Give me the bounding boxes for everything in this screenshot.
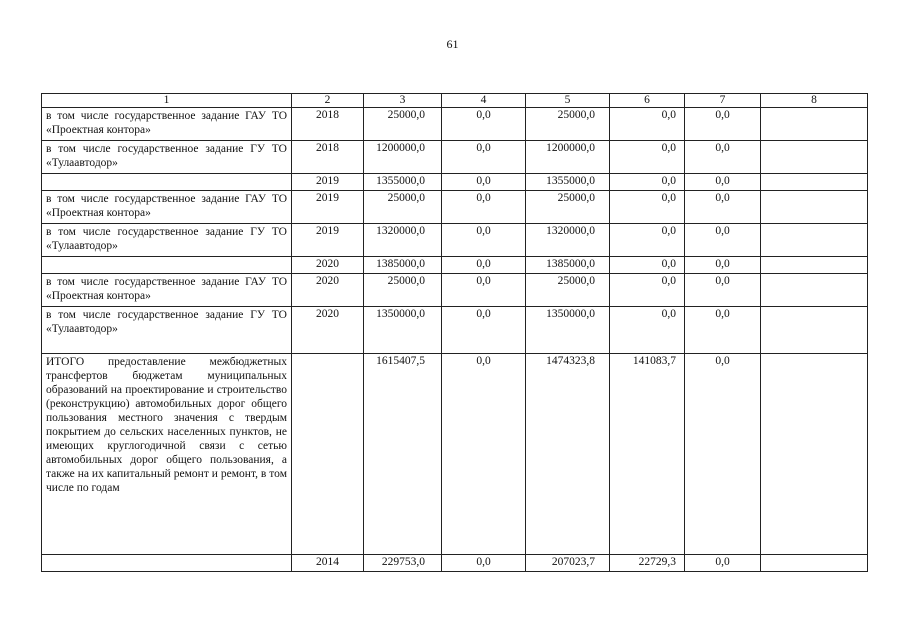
row-description [42, 174, 292, 191]
row-col3: 25000,0 [364, 108, 442, 141]
table-row [42, 224, 868, 257]
row-year: 2020 [292, 307, 364, 354]
table-row [42, 274, 868, 307]
row-col4: 0,0 [442, 257, 526, 274]
row-col5: 1320000,0 [526, 224, 610, 257]
row-col3: 1320000,0 [364, 224, 442, 257]
row-col4: 0,0 [442, 108, 526, 141]
header-cell: 4 [442, 94, 526, 108]
row-col7: 0,0 [685, 354, 761, 555]
row-col7: 0,0 [685, 307, 761, 354]
row-year: 2019 [292, 191, 364, 224]
row-description: ИТОГО предоставление межбюджетных трансфертов бюджетам муниципальных образований на проектирование и строительство (реконструкцию) автомобильных дорог общего пользования местного значения с твердым покрытием до сельских населенных пунктов, не имеющих круглогодичной связи с сетью автомобильных дорог общего пользования, а также на их капитальный ремонт и ремонт, в том числе по годам [42, 354, 292, 555]
row-year: 2018 [292, 108, 364, 141]
row-col8 [761, 257, 868, 274]
row-year [292, 354, 364, 555]
row-year: 2018 [292, 141, 364, 174]
header-cell: 7 [685, 94, 761, 108]
row-description: в том числе государственное задание ГАУ ТО «Проектная контора» [42, 274, 292, 307]
row-col4: 0,0 [442, 354, 526, 555]
row-description: в том числе государственное задание ГАУ ТО «Проектная контора» [42, 191, 292, 224]
row-col3: 229753,0 [364, 555, 442, 572]
table-header-row [42, 94, 868, 108]
row-col8 [761, 354, 868, 555]
row-col7: 0,0 [685, 224, 761, 257]
row-col5: 1200000,0 [526, 141, 610, 174]
row-col6: 0,0 [610, 257, 685, 274]
row-col7: 0,0 [685, 174, 761, 191]
row-col6: 0,0 [610, 224, 685, 257]
table-row [42, 354, 868, 555]
row-col3: 1615407,5 [364, 354, 442, 555]
row-col8 [761, 108, 868, 141]
table-row [42, 174, 868, 191]
table-row [42, 141, 868, 174]
row-year: 2014 [292, 555, 364, 572]
header-cell: 8 [761, 94, 868, 108]
row-col7: 0,0 [685, 257, 761, 274]
page-number: 61 [446, 37, 459, 51]
row-col8 [761, 174, 868, 191]
row-col8 [761, 141, 868, 174]
row-col8 [761, 307, 868, 354]
row-col3: 1385000,0 [364, 257, 442, 274]
header-cell: 1 [42, 94, 292, 108]
table-row [42, 555, 868, 572]
row-col3: 1350000,0 [364, 307, 442, 354]
table-row [42, 307, 868, 354]
row-col6: 0,0 [610, 141, 685, 174]
table-row [42, 257, 868, 274]
table-body [42, 94, 868, 572]
row-col7: 0,0 [685, 108, 761, 141]
row-description [42, 555, 292, 572]
row-description: в том числе государственное задание ГУ ТО «Тулаавтодор» [42, 224, 292, 257]
row-description: в том числе государственное задание ГУ ТО «Тулаавтодор» [42, 141, 292, 174]
row-col7: 0,0 [685, 141, 761, 174]
row-col8 [761, 555, 868, 572]
row-col5: 207023,7 [526, 555, 610, 572]
row-col5: 1385000,0 [526, 257, 610, 274]
header-cell: 3 [364, 94, 442, 108]
row-col8 [761, 191, 868, 224]
row-col7: 0,0 [685, 555, 761, 572]
row-col4: 0,0 [442, 224, 526, 257]
row-col4: 0,0 [442, 307, 526, 354]
header-cell: 2 [292, 94, 364, 108]
row-col7: 0,0 [685, 274, 761, 307]
row-col8 [761, 274, 868, 307]
table-row [42, 191, 868, 224]
row-description: в том числе государственное задание ГАУ ТО «Проектная контора» [42, 108, 292, 141]
row-col6: 0,0 [610, 274, 685, 307]
row-col5: 1474323,8 [526, 354, 610, 555]
row-col5: 1350000,0 [526, 307, 610, 354]
row-col5: 25000,0 [526, 191, 610, 224]
row-col6: 0,0 [610, 191, 685, 224]
table-row [42, 108, 868, 141]
row-col3: 1355000,0 [364, 174, 442, 191]
header-cell: 6 [610, 94, 685, 108]
row-col8 [761, 224, 868, 257]
row-col3: 1200000,0 [364, 141, 442, 174]
row-year: 2019 [292, 224, 364, 257]
row-year: 2020 [292, 274, 364, 307]
row-description: в том числе государственное задание ГУ ТО «Тулаавтодор» [42, 307, 292, 354]
row-col6: 0,0 [610, 108, 685, 141]
row-col4: 0,0 [442, 274, 526, 307]
row-col4: 0,0 [442, 141, 526, 174]
row-col6: 0,0 [610, 307, 685, 354]
row-col3: 25000,0 [364, 191, 442, 224]
row-col5: 25000,0 [526, 108, 610, 141]
row-col6: 0,0 [610, 174, 685, 191]
header-cell: 5 [526, 94, 610, 108]
row-col4: 0,0 [442, 191, 526, 224]
row-col5: 25000,0 [526, 274, 610, 307]
budget-table [41, 93, 868, 572]
row-col5: 1355000,0 [526, 174, 610, 191]
row-col6: 22729,3 [610, 555, 685, 572]
row-col6: 141083,7 [610, 354, 685, 555]
row-description [42, 257, 292, 274]
row-year: 2020 [292, 257, 364, 274]
row-year: 2019 [292, 174, 364, 191]
row-col7: 0,0 [685, 191, 761, 224]
row-col4: 0,0 [442, 174, 526, 191]
row-col3: 25000,0 [364, 274, 442, 307]
row-col4: 0,0 [442, 555, 526, 572]
